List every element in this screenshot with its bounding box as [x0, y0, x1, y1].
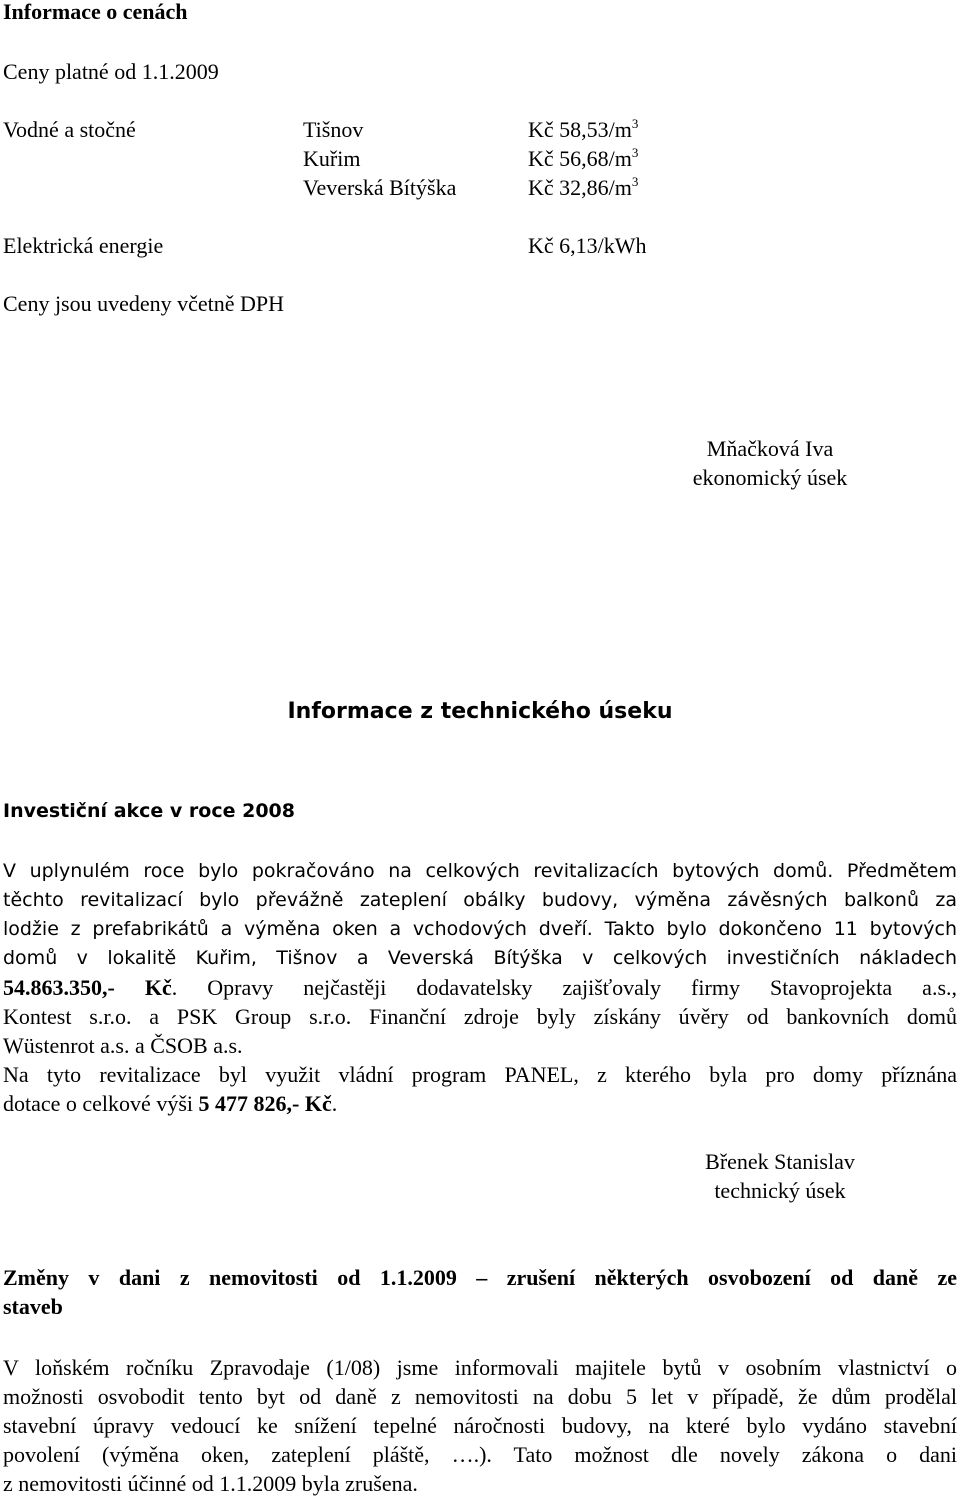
water-price-tisnov: Kč $58,53/m^3$ — [528, 116, 639, 142]
prices-heading: Informace o cenách — [3, 0, 188, 24]
tax-heading-line: staveb — [3, 1294, 63, 1319]
prices-signature-name: Mňačková Iva — [706, 436, 834, 461]
technical-line: Na tyto revitalizace byl využit vládní program PANEL, z kterého byla pro domy příznána — [3, 1062, 957, 1087]
prices-valid-from: Ceny platné od 1.1.2009 — [3, 59, 219, 84]
technical-line: Wüstenrot a.s. a ČSOB a.s. — [3, 1033, 243, 1058]
water-place-kurim: Kuřim — [303, 146, 361, 171]
technical-line: dotace o celkové výši 5 477 826,- Kč. — [3, 1091, 338, 1116]
prices-signature-dept: ekonomický úsek — [692, 465, 848, 490]
vat-note: Ceny jsou uvedeny včetně DPH — [3, 291, 285, 316]
technical-line: lodžie z prefabrikátů a výměna oken a vchodových dveří. Takto bylo dokončeno 11 bytových — [3, 918, 957, 940]
technical-paragraph-1 — [3, 857, 957, 973]
technical-line: Kontest s.r.o. a PSK Group s.r.o. Finanční zdroje byly získány úvěry od bankovních domů — [3, 1004, 957, 1029]
tax-line: V loňském ročníku Zpravodaje (1/08) jsme informovali majitele bytů v osobním vlastnictví o — [3, 1355, 957, 1380]
electricity-price: Kč 6,13/kWh — [528, 233, 647, 258]
water-place-tisnov: Tišnov — [303, 117, 364, 142]
technical-heading: Informace z technického úseku — [287, 699, 673, 724]
water-price-kurim: Kč $56,68/m^3$ — [528, 145, 639, 171]
technical-line: těchto revitalizací bylo převážně zateplení obálky budovy, výměna závěsných balkonů za — [3, 889, 957, 911]
technical-signature-dept: technický úsek — [714, 1178, 846, 1203]
electricity-label: Elektrická energie — [3, 233, 164, 258]
investment-amount: 54.863.350,- Kč — [3, 975, 172, 1000]
tax-line: možnosti osvobodit tento byt od daně z nemovitosti na dobu 5 let v případě, že dům prodělal — [3, 1384, 957, 1409]
tax-paragraph — [3, 1353, 957, 1498]
tax-line: z nemovitosti účinné od 1.1.2009 byla zrušena. — [3, 1471, 418, 1496]
water-price-veverska: Kč $32,86/m^3$ — [528, 174, 639, 200]
tax-heading-line: Změny v dani z nemovitosti od 1.1.2009 – zrušení některých osvobození od daně ze — [3, 1265, 957, 1290]
technical-line: domů v lokalitě Kuřim, Tišnov a Veverská Bítýška v celkových investičních nákladech — [3, 947, 957, 969]
tax-heading — [3, 1263, 957, 1321]
tax-line: povolení (výměna oken, zateplení pláště, ….). Tato možnost dle novely zákona o dani — [3, 1442, 957, 1467]
technical-paragraph-2 — [3, 973, 957, 1118]
water-place-veverska: Veverská Bítýška — [303, 175, 457, 200]
tax-line: stavební úpravy vedoucí ke snížení tepelné náročnosti budovy, na které bylo vydáno stavební — [3, 1413, 957, 1438]
technical-line: 54.863.350,- Kč. Opravy nejčastěji dodavatelsky zajišťovaly firmy Stavoprojekta a.s., — [3, 975, 957, 1000]
technical-signature-name: Břenek Stanislav — [705, 1149, 855, 1174]
technical-subheading: Investiční akce v roce 2008 — [3, 800, 295, 822]
water-label: Vodné a stočné — [3, 117, 136, 142]
subsidy-amount: 5 477 826,- Kč — [198, 1091, 332, 1116]
technical-line: V uplynulém roce bylo pokračováno na celkových revitalizacích bytových domů. Předmětem — [3, 860, 957, 882]
